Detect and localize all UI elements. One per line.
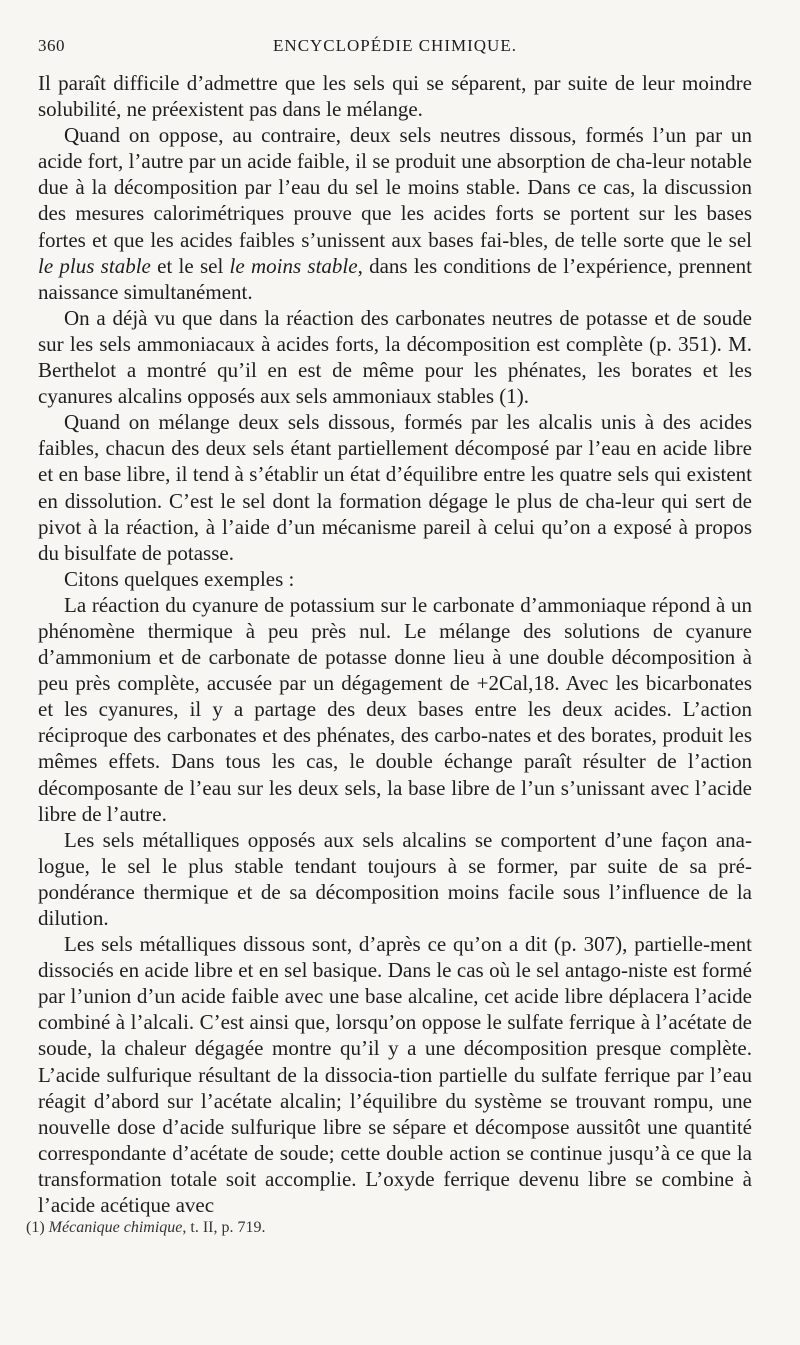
footnote-title: Mécanique chimique	[48, 1219, 183, 1236]
text-run: Les sels métalliques opposés aux sels alcalins se comportent d’une façon ana-logue, le sel le plus stable tendant toujours à se former, par suite de sa pré-pondérance thermique et de sa décomposition moins facile sous l’influence de la dilution.	[38, 827, 752, 930]
text-run: On a déjà vu que dans la réaction des carbonates neutres de potasse et de soude sur les sels ammoniacaux à acides forts, la décomposition est complète (p. 351). M. Berthelot a montré qu’il en est de même pour les phénates, les borates et les cyanures alcalins opposés aux sels ammoniaux stables (1).	[38, 305, 752, 409]
paragraph-1	[38, 70, 752, 122]
text-run: Quand on mélange deux sels dissous, formés par les alcalis unis à des acides faibles, chacun des deux sels étant partiellement décomposé par l’eau en acide libre et en base libre, il tend à s’établir un état d’équilibre entre les quatre sels qui existent en dissolution. C’est le sel dont la formation dégage le plus de cha-leur qui sert de pivot à la réaction, à l’aide d’un mécanisme pareil à celui qu’on a exposé à propos du bisulfate de potasse.	[38, 410, 752, 565]
page-number: 360	[38, 36, 65, 55]
paragraph-8	[38, 931, 752, 1218]
paragraph-3	[38, 305, 752, 409]
footnote	[26, 1219, 266, 1237]
paragraph-6	[38, 592, 752, 827]
text-run: Il paraît difficile d’admettre que les sels qui se séparent, par suite de leur moindre solubilité, ne préexistent pas dans le mélange.	[38, 71, 752, 122]
footnote-marker: (1)	[26, 1219, 49, 1236]
paragraph-4	[38, 409, 752, 566]
paragraph-5	[38, 566, 752, 592]
text-run: Quand on oppose, au contraire, deux sels neutres dissous, formés l’un par un acide fort, l’autre par un acide faible, il se produit une absorption de cha-leur notable due à la décomposition par l’eau du sel le moins stable. Dans ce cas, la discussion des mesures calorimétriques prouve que les acides forts se portent sur les bases fortes et que les acides faibles s’unissent aux bases fai-bles, de telle sorte que le sel	[38, 123, 752, 252]
running-title: ENCYCLOPÉDIE CHIMIQUE.	[273, 36, 517, 55]
page	[38, 36, 752, 1218]
text-run: et le sel	[150, 253, 230, 278]
footnote-reference: , t. II, p. 719.	[182, 1219, 266, 1236]
italic-phrase: le moins stable	[229, 253, 358, 278]
paragraph-2	[38, 122, 752, 305]
text-run: , dans les conditions de l’expérience, prennent naissance simultanément.	[38, 253, 752, 304]
italic-phrase: le plus stable	[38, 253, 151, 278]
body-text	[38, 70, 752, 1218]
page-header	[38, 36, 752, 58]
text-run: Les sels métalliques dissous sont, d’après ce qu’on a dit (p. 307), partielle-ment dissociés en acide libre et en sel basique. Dans le cas où le sel antago-niste est formé par l’union d’un acide faible avec une base alcaline, cet acide libre déplacera l’acide combiné à l’alcali. C’est ainsi que, lorsqu’on oppose le sulfate ferrique à l’acétate de soude, la chaleur dégagée montre qu’il y a une décomposition presque complète. L’acide sulfurique résultant de la dissocia-tion partielle du sulfate ferrique par l’eau réagit d’abord sur l’acétate alcalin; l’équilibre du système se trouvant rompu, une nouvelle dose d’acide sulfurique libre se sépare et décompose aussitôt une quantité correspondante d’acétate de soude; cette double action se continue jusqu’à ce que la transformation totale soit accomplie. L’oxyde ferrique devenu libre se combine à l’acide acétique avec	[38, 932, 752, 1218]
text-run: Citons quelques exemples :	[64, 566, 295, 591]
text-run: La réaction du cyanure de potassium sur le carbonate d’ammoniaque répond à un phénomène thermique à peu près nul. Le mélange des solutions de cyanure d’ammonium et de carbonate de potasse donne lieu à une double décomposition à peu près complète, accusée par un dégagement de +2Cal,18. Avec les bicarbonates et les cyanures, il y a partage des deux bases entre les deux acides. L’action réciproque des carbonates et des phénates, des carbo-nates et des borates, produit les mêmes effets. Dans tous les cas, le double échange paraît résulter de l’action décomposante de l’eau sur les deux sels, la base libre de l’un s’unissant avec l’acide libre de l’autre.	[38, 592, 752, 826]
paragraph-7	[38, 827, 752, 931]
